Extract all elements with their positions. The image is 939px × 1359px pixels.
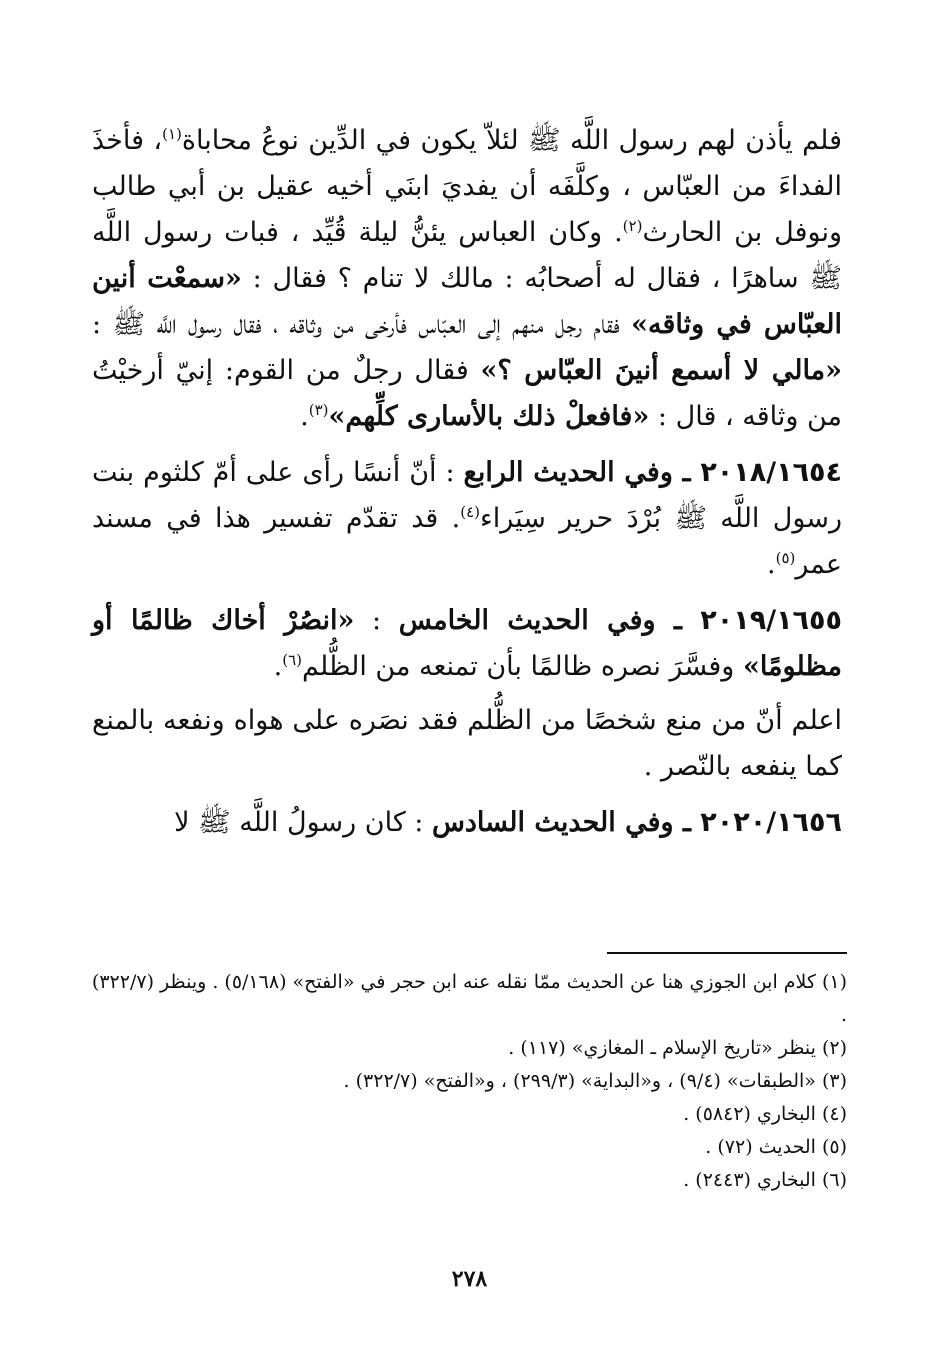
text: . [273,651,283,682]
page-number: ٢٧٨ [451,1266,488,1292]
paragraph-1 [92,118,842,440]
text: فقام رجل منهم إلى العبّاس فأرخى من وثاقه ، فقال رسول اللَّه ﷺ : [92,309,632,340]
footnote-ref[interactable]: (٣) [308,401,329,419]
hadith-number: ٢٠١٨/١٦٥٤ [700,457,843,488]
footnote-3: (٣) «الطبقات» (٩/٤) ، و«البداية» (٢٩٩/٣) ، و«الفتح» (٣٢٢/٧) . [343,1070,847,1092]
paragraph-5 [92,800,842,846]
footnote-2: (٢) ينظر «تاريخ الإسلام ـ المغازي» (١١٧) . [508,1037,847,1059]
text: . [300,401,309,432]
paragraph-2 [92,450,842,588]
footnote-divider [607,952,847,954]
footnotes [87,966,847,1197]
text: . [767,549,776,580]
hadith-number: ٢٠١٩/١٦٥٥ [700,605,842,636]
footnote-4: (٤) البخاري (٥٨٤٢) . [683,1103,847,1125]
hadith-heading: ـ وفي الحديث الخامس [398,605,701,636]
footnote-1: (١) كلام ابن الجوزي هنا عن الحديث ممّا نقله عنه ابن حجر في «الفتح» (٥/١٦٨) . وينظر (٣٢٢/٧) . [91,971,847,1026]
paragraph-3 [92,598,842,690]
text: ، فأخذَ الفداءَ من العبّاس ، وكلَّفَه أن يفديَ ابنَي أخيه عقيل بن أبي طالب ونوفل بن الحارث [92,125,843,248]
hadith-quote: «فافعلْ ذلك بالأسارى كلِّهم» [328,401,650,432]
footnote-ref[interactable]: (٤) [460,503,481,521]
hadith-heading: ـ وفي الحديث السادس [431,807,701,838]
footnote-ref[interactable]: (٥) [775,549,796,567]
footnote-ref[interactable]: (٢) [622,217,643,235]
text: . قد تقدّم تفسير هذا في مسند عمر [92,503,842,580]
footnote-6: (٦) البخاري (٢٤٤٣) . [683,1169,847,1191]
hadith-quote: «انصُرْ أخاك ظالمًا أو مظلومًا» [92,605,842,682]
hadith-quote: «سمعْت أنين العبّاس في وثاقه» [92,263,842,340]
hadith-number: ٢٠٢٠/١٦٥٦ [700,807,842,838]
footnote-ref[interactable]: (١) [162,125,182,143]
hadith-quote: «مالي لا أسمع أنينَ العبّاس ؟» [480,355,843,386]
paragraph-4 [92,698,842,790]
text: : أنّ أنسًا رأى على أمّ كلثوم بنت رسول اللَّه ﷺ بُرْدَ حرير سِيَراء [92,457,843,534]
footnote-ref[interactable]: (٦) [282,651,303,669]
footnote-5: (٥) الحديث (٧٢) . [705,1136,847,1158]
text: فلم يأذن لهم رسول اللَّه ﷺ لئلاّ يكون في الدِّين نوعُ محاباة [181,125,843,156]
text: اعلم أنّ من منع شخصًا من الظُّلم فقد نصَره على هواه ونفعه بالمنع كما ينفعه بالنّصر . [92,705,842,782]
text: . وكان العباس يئنُّ ليلة قُيِّد ، فبات رسول اللَّه ﷺ ساهرًا ، فقال له أصحابُه : مالك لا تنام ؟ فقال : [92,217,843,294]
main-text [92,118,842,854]
text: : [354,605,399,636]
text: : كان رسولُ اللَّه ﷺ لا [174,807,432,838]
hadith-heading: ـ وفي الحديث الرابع [463,457,701,488]
text: وفسَّرَ نصره ظالمًا بأن تمنعه من الظُّلم [302,651,743,682]
text: فقال رجلٌ من القوم: إنيّ أرخيْتُ من وثاقه ، قال : [92,355,842,432]
